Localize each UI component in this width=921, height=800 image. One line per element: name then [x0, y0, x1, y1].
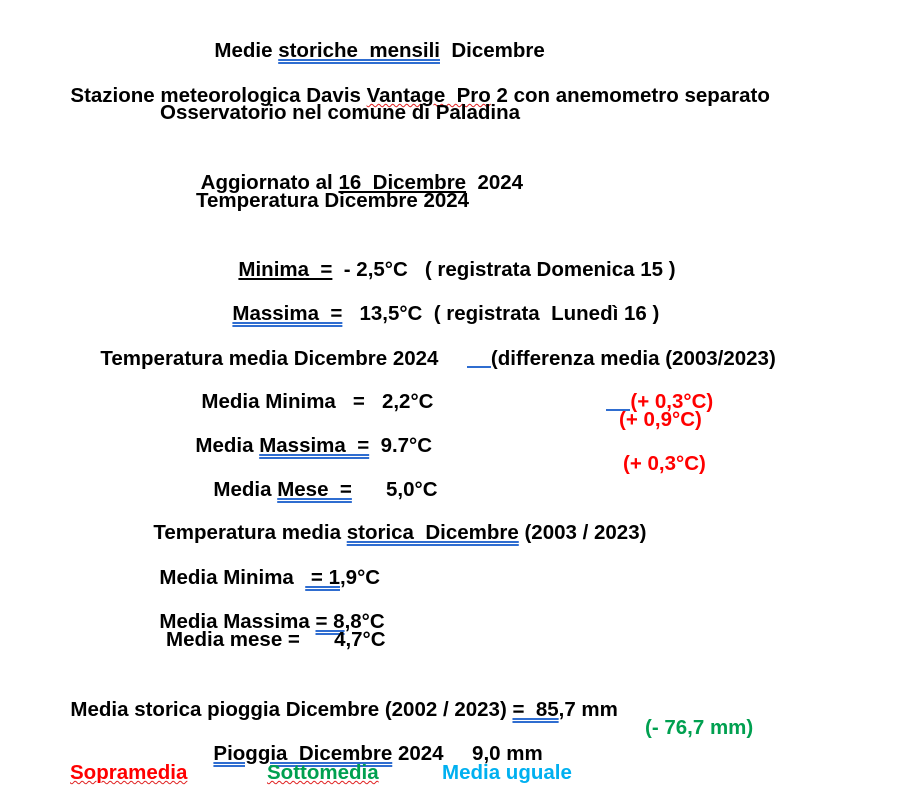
current-month-part: Media: [213, 478, 278, 501]
massima-label: Massima =: [232, 302, 343, 325]
station-part: Vantage Pro: [366, 84, 491, 107]
historic-header-part: (2003 / 2023): [518, 521, 647, 544]
legend-below: Sottomedia: [267, 761, 379, 784]
station-part: Stazione meteorologica Davis: [70, 84, 367, 107]
historic-header-part: storica Dicembre: [346, 521, 519, 544]
historic-min-part: Media Minima: [159, 566, 306, 589]
historic-max-part: = 8: [315, 610, 345, 633]
rain-historic-part: ,7 mm: [558, 698, 618, 721]
historic-min-part: = 1: [305, 566, 340, 589]
minima-label: Minima =: [238, 258, 333, 281]
current-month-diff: (+ 0,3°C): [623, 452, 706, 475]
historic-max-part: Media Massima: [159, 610, 316, 633]
rain-historic-part: Media storica pioggia Dicembre (2002 / 2023): [70, 698, 513, 721]
observatory-line: Osservatorio nel comune di Paladina: [160, 101, 521, 124]
current-min-diff-text: (+ 0,3°C): [630, 390, 714, 413]
current-min-label: Media Minima = 2,2°C: [201, 390, 434, 413]
temperature-header: Temperatura Dicembre 2024: [196, 189, 470, 212]
massima-value: 13,5°C ( registrata Lunedì 16 ): [342, 302, 660, 325]
station-part: 2 con anemometro separato: [490, 84, 770, 107]
rain-historic-part: = 85: [512, 698, 559, 721]
rain-current-part: 2024 9,0 mm: [392, 742, 543, 765]
current-month-part: Mese =: [277, 478, 352, 501]
month-mean-header-part: (differenza media (2003/2023): [490, 347, 776, 370]
historic-min-part: ,9°C: [339, 566, 381, 589]
updated-part: 16 Dicembre: [338, 171, 467, 194]
rain-current-part: Pioggia Dicembre: [213, 742, 393, 765]
legend-equal: Media uguale: [442, 761, 572, 784]
minima-value: - 2,5°C ( registrata Domenica 15 ): [332, 258, 676, 281]
month-mean-header-part: Temperatura media Dicembre 2024: [100, 347, 467, 370]
underline-marker: [467, 348, 491, 368]
title-part: Dicembre: [439, 39, 545, 62]
current-max-diff: (+ 0,9°C): [619, 408, 702, 431]
updated-part: Aggiornato al: [200, 171, 339, 194]
current-max-part: 9.7°C: [369, 434, 433, 457]
legend-above: Sopramedia: [70, 761, 188, 784]
updated-part: 2024: [466, 171, 524, 194]
historic-max-part: ,8°C: [344, 610, 385, 633]
title-part: storiche mensili: [278, 39, 440, 62]
historic-month-line: Media mese = 4,7°C: [166, 628, 386, 651]
rain-current-diff: (- 76,7 mm): [645, 716, 754, 739]
current-max-part: Massima =: [259, 434, 370, 457]
current-max-part: Media: [195, 434, 260, 457]
current-month-part: 5,0°C: [351, 478, 438, 501]
historic-header-part: Temperatura media: [153, 521, 347, 544]
title-part: Medie: [214, 39, 279, 62]
